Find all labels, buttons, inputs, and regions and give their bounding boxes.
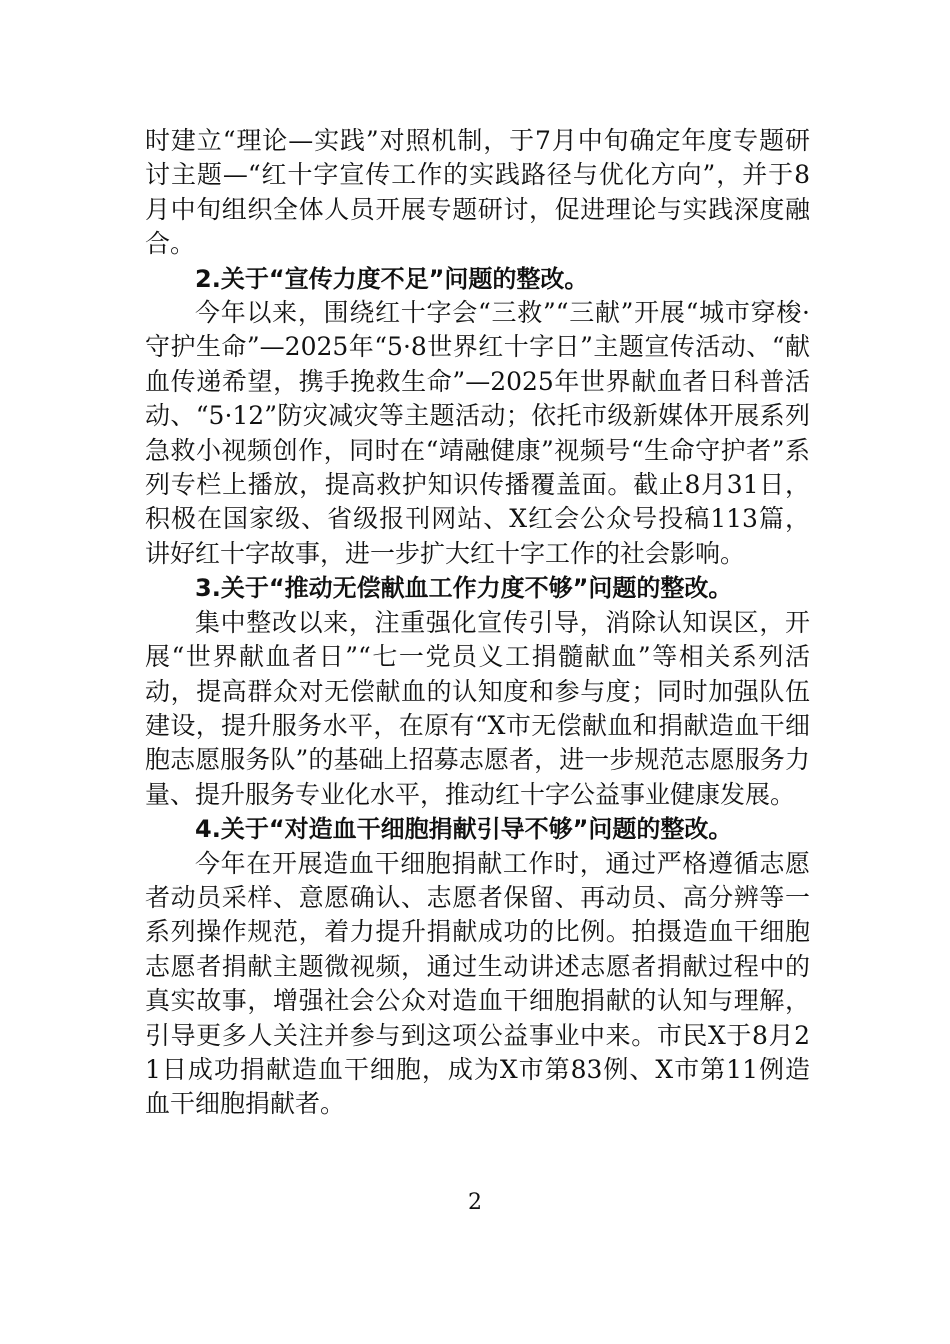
- document-body: [145, 124, 810, 1122]
- paragraph-blood-donation: 集中整改以来，注重强化宣传引导，消除认知误区，开展“世界献血者日”“七一党员义工捐髓献血”等相关系列活动，提高群众对无偿献血的认知度和参与度；同时加强队伍建设，提升服务水平，在原有“X市无偿献血和捐献造血干细胞志愿服务队”的基础上招募志愿者，进一步规范志愿服务力量、提升服务专业化水平，推动红十字公益事业健康发展。: [145, 607, 810, 809]
- paragraph-publicity: 今年以来，围绕红十字会“三救”“三献”开展“城市穿梭·守护生命”—2025年“5·8世界红十字日”主题宣传活动、“献血传递希望，携手挽救生命”—2025年世界献血者日科普活动、“5·12”防灾减灾等主题活动；依托市级新媒体开展系列急救小视频创作，同时在“靖融健康”视频号“生命守护者”系列专栏上播放，提高救护知识传播覆盖面。截止8月31日，积极在国家级、省级报刊网站、X红会公众号投稿113篇，讲好红十字故事，进一步扩大红十字工作的社会影响。: [145, 298, 810, 568]
- section-heading-3: 3.关于“推动无偿献血工作力度不够”问题的整改。: [195, 574, 733, 603]
- paragraph-stem-cell: 今年在开展造血干细胞捐献工作时，通过严格遵循志愿者动员采样、意愿确认、志愿者保留、再动员、高分辨等一系列操作规范，着力提升捐献成功的比例。拍摄造血干细胞志愿者捐献主题微视频，通过生动讲述志愿者捐献过程中的真实故事，增强社会公众对造血干细胞捐献的认知与理解，引导更多人关注并参与到这项公益事业中来。市民X于8月21日成功捐献造血干细胞，成为X市第83例、X市第11例造血干细胞捐献者。: [145, 848, 810, 1119]
- section-heading-4: 4.关于“对造血干细胞捐献引导不够”问题的整改。: [195, 815, 733, 844]
- section-heading-2: 2.关于“宣传力度不足”问题的整改。: [195, 264, 589, 293]
- paragraph-continuation: 时建立“理论—实践”对照机制，于7月中旬确定年度专题研讨主题—“红十字宣传工作的实践路径与优化方向”，并于8月中旬组织全体人员开展专题研讨，促进理论与实践深度融合。: [145, 126, 810, 259]
- page-number: 2: [468, 1190, 482, 1215]
